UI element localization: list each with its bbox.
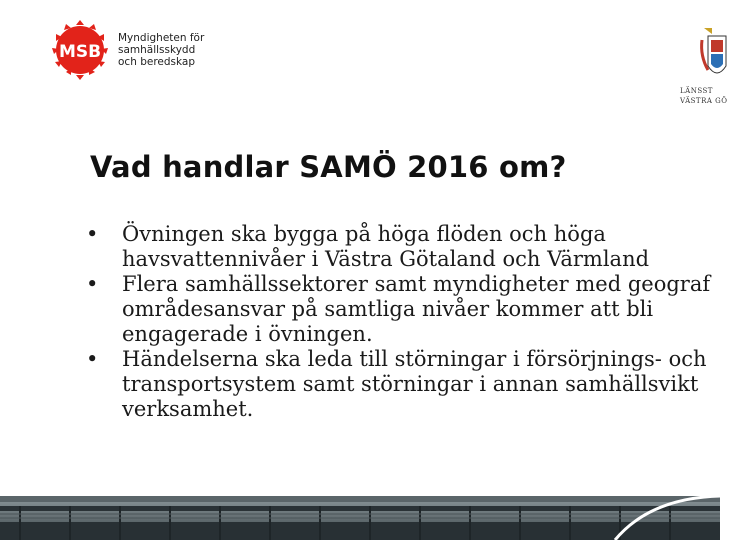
bullet-line: områdesansvar på samtliga nivåer kommer att bli (122, 297, 654, 321)
org-line: Myndigheten för (118, 32, 205, 44)
org-line: och beredskap (118, 56, 195, 68)
msb-logo (48, 20, 112, 80)
bridge-photo-strip (0, 496, 720, 540)
lansstyrelsen-crest-icon (700, 26, 730, 82)
msb-logo-text: MSB (58, 42, 102, 62)
bullet-line: verksamhet. (122, 397, 254, 421)
organization-name (118, 32, 228, 68)
bullet-line: Flera samhällssektorer samt myndigheter med geograf (122, 272, 711, 296)
bullet-dot: • (86, 347, 99, 371)
bullet-dot: • (86, 272, 99, 296)
bullet-line: Händelserna ska leda till störningar i försörjnings- och (122, 347, 707, 371)
bullet-line: engagerade i övningen. (122, 322, 373, 346)
bullet-item (86, 222, 720, 272)
slide-title: Vad handlar SAMÖ 2016 om? (90, 150, 567, 184)
bullet-dot: • (86, 222, 99, 246)
org-line: samhällsskydd (118, 44, 196, 56)
lans-line: LÄNSST (680, 87, 713, 95)
bullet-line: havsvattennivåer i Västra Götaland och Värmland (122, 247, 650, 271)
bullet-item (86, 272, 720, 347)
bullet-line: Övningen ska bygga på höga flöden och höga (122, 222, 606, 246)
lans-line: VÄSTRA GÖ (680, 97, 728, 105)
bullet-item (86, 347, 720, 422)
bullet-line: transportsystem samt störningar i annan samhällsvikt (122, 372, 699, 396)
bullet-list (86, 222, 720, 422)
lansstyrelsen-name (680, 86, 740, 106)
